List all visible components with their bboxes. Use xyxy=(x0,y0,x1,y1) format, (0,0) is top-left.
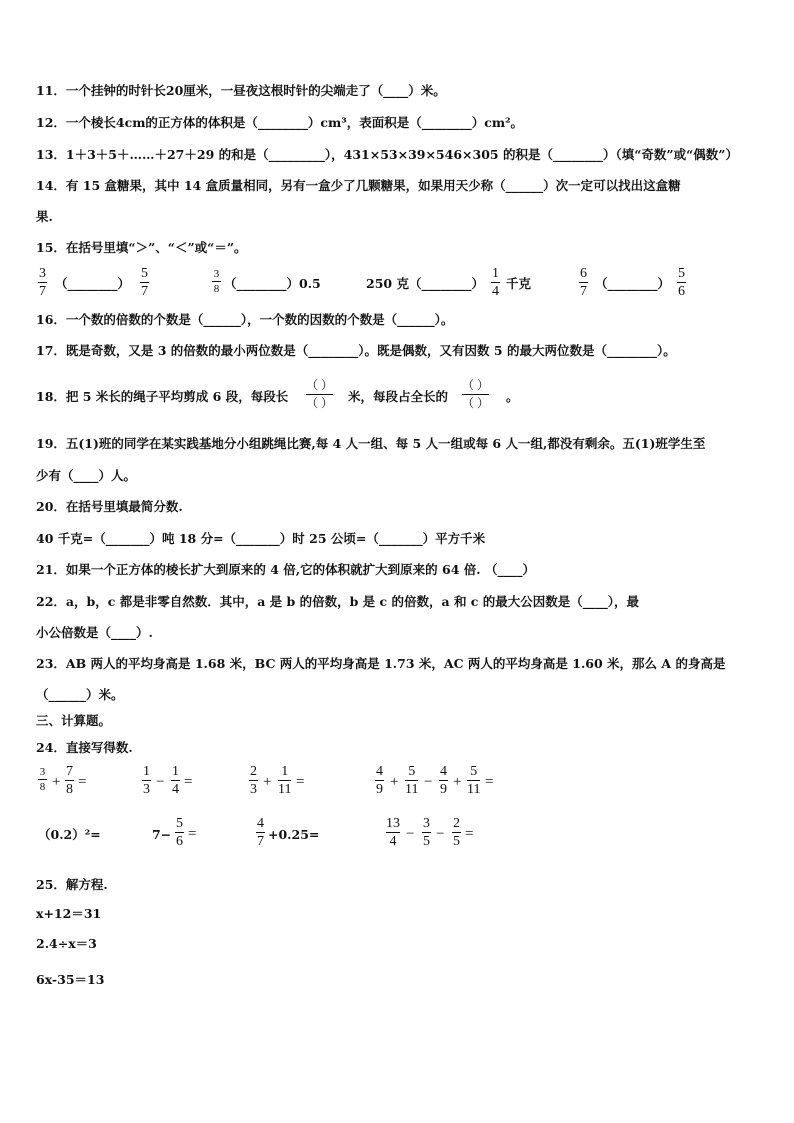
fraction: 2 3 xyxy=(250,764,257,797)
fraction: 5 11 xyxy=(405,764,419,797)
compare-blank[interactable]: （________） xyxy=(595,276,671,291)
operator: − xyxy=(406,826,415,842)
section-3-heading: 三、计算题。 xyxy=(36,713,112,728)
compare-blank[interactable]: （________） xyxy=(55,276,131,291)
fraction: 3 8 xyxy=(39,766,46,793)
q23-line2: （______）米。 xyxy=(36,687,124,702)
fraction: 4 9 xyxy=(440,764,447,797)
compare-blank[interactable]: 250 克（________） xyxy=(366,276,484,291)
equals: = xyxy=(296,774,305,790)
q25: 25．解方程. xyxy=(36,877,108,892)
expression: （0.2）²= xyxy=(38,827,101,842)
q24: 24．直接写得数. xyxy=(36,740,133,755)
operator: − xyxy=(436,826,445,842)
fraction: 1 3 xyxy=(143,764,150,797)
blank-fraction[interactable]: （ ） （ ） xyxy=(462,378,490,410)
equals: = xyxy=(184,774,193,790)
expression: 7− xyxy=(152,827,172,842)
fraction: 4 9 xyxy=(376,764,383,797)
operator: + xyxy=(263,774,272,790)
fraction: 3 8 xyxy=(213,268,220,295)
fraction: 6 7 xyxy=(580,266,587,299)
equation-1: x+12＝31 xyxy=(36,906,102,921)
equals: = xyxy=(188,826,197,842)
fraction: 2 5 xyxy=(453,816,460,849)
operator: + xyxy=(52,774,61,790)
operator: + xyxy=(390,774,399,790)
fraction: 3 7 xyxy=(39,266,46,299)
q19-line2: 少有（____）人。 xyxy=(36,468,137,483)
compare-blank[interactable]: （________）0.5 xyxy=(224,276,321,291)
q19-line1: 19．五(1)班的同学在某实践基地分小组跳绳比赛,每 4 人一组、每 5 人一组或每 6 人一组,都没有剩余。五(1)班学生至 xyxy=(36,436,706,451)
fraction: 5 6 xyxy=(678,266,685,299)
fraction: 5 7 xyxy=(141,266,148,299)
fraction: 1 4 xyxy=(492,266,499,299)
q12: 12．一个棱长4cm的正方体的体积是（________）cm³，表面积是（________）cm²。 xyxy=(36,115,524,130)
fraction: 1 11 xyxy=(278,764,292,797)
q22-line1: 22．a，b，c 都是非零自然数．其中，a 是 b 的倍数，b 是 c 的倍数，a 和 c 的最大公因数是（____），最 xyxy=(36,594,640,609)
q20: 20．在括号里填最简分数. xyxy=(36,499,183,514)
q17: 17．既是奇数，又是 3 的倍数的最小两位数是（________）。既是偶数，又有因数 5 的最大两位数是（________）。 xyxy=(36,343,676,358)
equation-3: 6x-35＝13 xyxy=(36,972,105,987)
unit-label: 千克 xyxy=(506,276,532,291)
q22-line2: 小公倍数是（____）. xyxy=(36,625,153,640)
q18-text: 米，每段占全长的 xyxy=(348,389,449,404)
q20-items: 40 千克=（_______）吨 18 分=（_______）时 25 公顷=（_______）平方千米 xyxy=(36,531,486,546)
q23-line1: 23．AB 两人的平均身高是 1.68 米，BC 两人的平均身高是 1.73 米，AC 两人的平均身高是 1.60 米，那么 A 的身高是 xyxy=(36,656,726,671)
fraction: 13 4 xyxy=(386,816,400,849)
fraction: 5 6 xyxy=(176,816,183,849)
q18-text: 。 xyxy=(506,389,519,404)
expression: +0.25= xyxy=(268,827,320,842)
equals: = xyxy=(485,774,494,790)
operator: − xyxy=(424,774,433,790)
q13: 13．1＋3＋5＋……＋27＋29 的和是（_________），431×53×39×546×305 的积是（________）（填“奇数”或“偶数”） xyxy=(36,147,738,162)
fraction: 1 4 xyxy=(172,764,179,797)
q14-line1: 14．有 15 盒糖果，其中 14 盒质量相同，另有一盒少了几颗糖果，如果用天少称（______）次一定可以找出这盒糖 xyxy=(36,178,681,193)
fraction: 3 5 xyxy=(423,816,430,849)
q21: 21．如果一个正方体的棱长扩大到原来的 4 倍,它的体积就扩大到原来的 64 倍. （____） xyxy=(36,562,535,577)
q15: 15．在括号里填“＞”、“＜”或“＝”。 xyxy=(36,240,247,255)
equals: = xyxy=(465,826,474,842)
q14-line2: 果. xyxy=(36,209,53,224)
equation-2: 2.4÷x＝3 xyxy=(36,936,97,951)
q16: 16．一个数的倍数的个数是（______），一个数的因数的个数是（______）。 xyxy=(36,312,454,327)
q11: 11．一个挂钟的时针长20厘米，一昼夜这根时针的尖端走了（____）米。 xyxy=(36,83,446,98)
equals: = xyxy=(78,774,87,790)
operator: + xyxy=(453,774,462,790)
blank-fraction[interactable]: （ ） （ ） xyxy=(306,378,334,410)
operator: − xyxy=(156,774,165,790)
q18-text: 18．把 5 米长的绳子平均剪成 6 段，每段长 xyxy=(36,389,289,404)
fraction: 4 7 xyxy=(257,816,264,849)
fraction: 5 11 xyxy=(467,764,481,797)
fraction: 7 8 xyxy=(66,764,73,797)
